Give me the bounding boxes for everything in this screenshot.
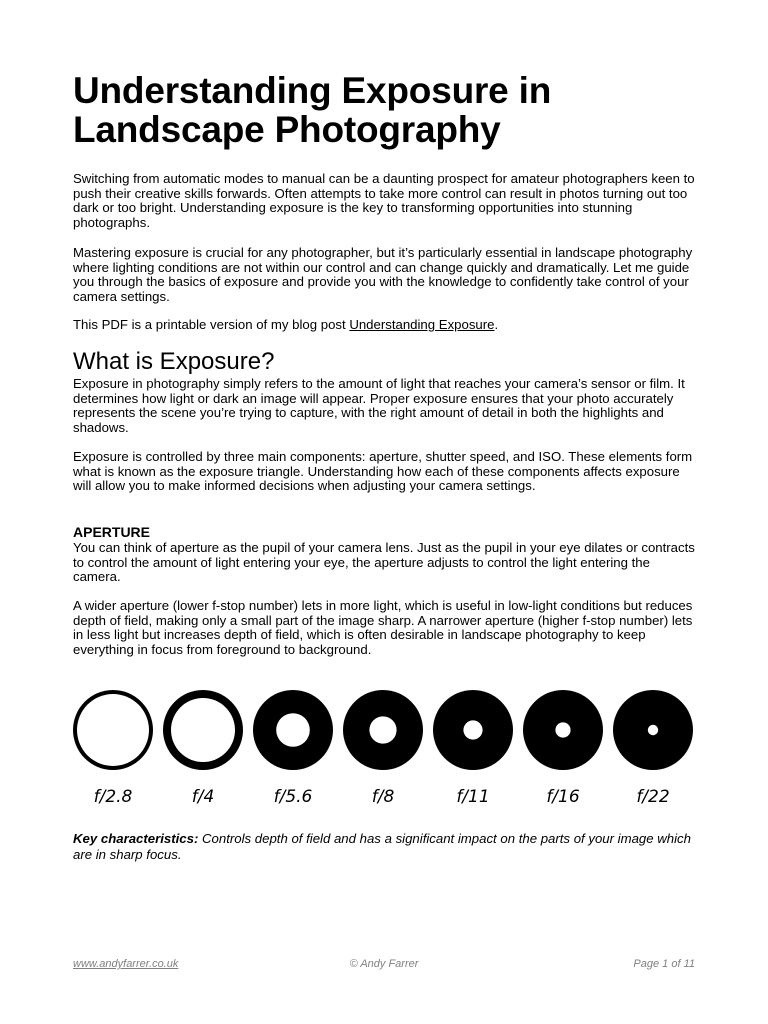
intro-paragraph-1: Switching from automatic modes to manual can be a daunting prospect for amateur photographers keen to push their creative skills forwards. Often attempts to take more control can result in photos turning out too dark or too bright. Understanding exposure is the key to transforming opportunities into stunning photographs. bbox=[73, 171, 695, 230]
aperture-f-11 bbox=[433, 690, 513, 807]
key-characteristics-label: Key characteristics: bbox=[73, 831, 199, 846]
aperture-diagram bbox=[73, 688, 698, 808]
aperture-f-22 bbox=[613, 690, 693, 807]
footer-page-number: Page 1 of 11 bbox=[633, 958, 695, 970]
aperture-opening bbox=[555, 722, 570, 737]
key-characteristics bbox=[73, 831, 698, 863]
aperture-f-4 bbox=[163, 690, 243, 807]
pdf-note-suffix: . bbox=[494, 317, 499, 332]
aperture-opening bbox=[463, 720, 482, 739]
fstop-label: f/2.8 bbox=[93, 787, 133, 807]
aperture-f-5-6 bbox=[253, 690, 333, 807]
section-heading-exposure: What is Exposure? bbox=[73, 348, 275, 375]
exposure-paragraph-1: Exposure in photography simply refers to the amount of light that reaches your camera’s sensor or film. It determines how light or dark an image will appear. Proper exposure ensures that your photo accurately represents the scene you’re trying to capture, with the right amount of detail in both the highlights and shadows. bbox=[73, 376, 685, 435]
document-title: Understanding Exposure in Landscape Photography bbox=[73, 70, 552, 150]
aperture-opening bbox=[171, 698, 235, 762]
aperture-paragraph-2: A wider aperture (lower f-stop number) lets in more light, which is useful in low-light conditions but reduces depth of field, making only a small part of the image sharp. A narrower aperture (higher f-stop number) lets in less light but increases depth of field, which is often desirable in landscape photography to keep everything in focus from foreground to background. bbox=[73, 598, 693, 657]
footer-copyright: © Andy Farrer bbox=[349, 958, 419, 970]
aperture-f-8 bbox=[343, 690, 423, 807]
aperture-heading: APERTURE bbox=[73, 524, 151, 540]
fstop-label: f/5.6 bbox=[273, 787, 313, 807]
aperture-f-16 bbox=[523, 690, 603, 807]
exposure-paragraph-2: Exposure is controlled by three main components: aperture, shutter speed, and ISO. These elements form what is known as the exposure triangle. Understanding how each of these components affects exposure will allow you to make informed decisions when adjusting your camera settings. bbox=[73, 449, 693, 494]
fstop-label: f/22 bbox=[636, 787, 670, 807]
footer-website-link[interactable]: www.andyfarrer.co.uk bbox=[73, 958, 179, 970]
fstop-label: f/8 bbox=[371, 787, 395, 807]
fstop-label: f/16 bbox=[546, 787, 580, 807]
aperture-f-2-8 bbox=[73, 690, 153, 807]
blog-post-link[interactable]: Understanding Exposure bbox=[349, 317, 495, 332]
fstop-label: f/11 bbox=[456, 787, 490, 807]
page-footer bbox=[73, 958, 695, 974]
fstop-label: f/4 bbox=[191, 787, 215, 807]
aperture-opening bbox=[369, 716, 396, 743]
aperture-opening bbox=[276, 713, 310, 747]
pdf-note bbox=[73, 318, 698, 333]
aperture-opening bbox=[648, 725, 658, 735]
aperture-opening bbox=[77, 694, 149, 766]
pdf-note-prefix: This PDF is a printable version of my blog post bbox=[73, 317, 350, 332]
aperture-paragraph-1: You can think of aperture as the pupil of your camera lens. Just as the pupil in your eye dilates or contracts to control the amount of light entering your eye, the aperture adjusts to control the light entering the camera. bbox=[73, 540, 695, 585]
intro-paragraph-2: Mastering exposure is crucial for any photographer, but it’s particularly essential in landscape photography where lighting conditions are not within our control and can change quickly and dramatically. Let me guide you through the basics of exposure and provide you with the knowledge to confidently take control of your camera settings. bbox=[73, 245, 693, 304]
key-characteristics-text: Controls depth of field and has a significant impact on the parts of your image which are in sharp focus. bbox=[73, 831, 691, 862]
